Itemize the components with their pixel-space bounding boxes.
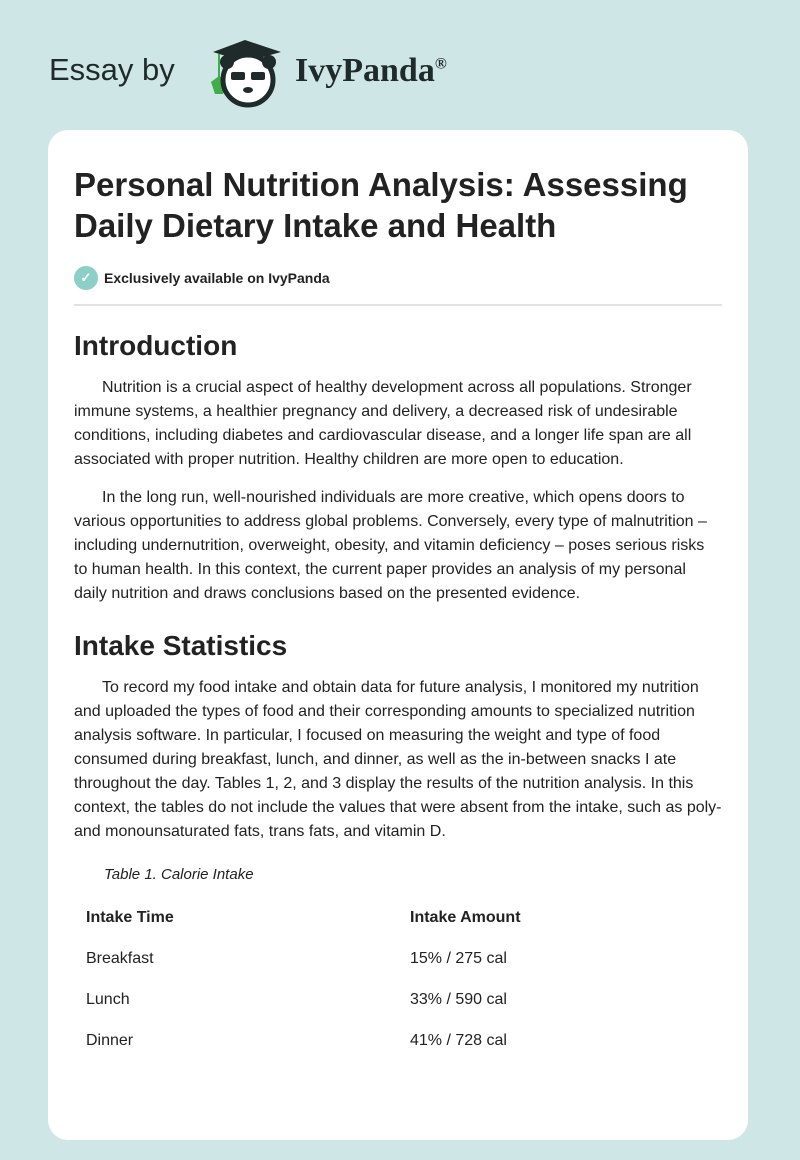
table-cell: Dinner (86, 1031, 134, 1049)
essay-by-label: Essay by (49, 52, 175, 87)
table-caption: Table 1. Calorie Intake (104, 866, 254, 883)
check-icon: ✓ (74, 266, 98, 290)
section-heading: Intake Statistics (74, 630, 288, 661)
table-header-row (86, 897, 521, 938)
column-header: Intake Amount (410, 908, 521, 926)
column-header: Intake Time (86, 908, 174, 926)
paragraph: Nutrition is a crucial aspect of healthy development across all populations. Stronger immune systems, a healthier pregnancy and delivery, a decreased risk of undesirable conditions, including diabetes and cardiovascular disease, and a longer life span are all associated with proper nutrition. Healthy children are more open to education. (74, 379, 692, 468)
table-cell: 41% / 728 cal (410, 1031, 507, 1049)
table-row (86, 1020, 521, 1061)
site-header (0, 0, 800, 130)
panda-logo-icon[interactable] (203, 36, 285, 108)
paragraph: To record my food intake and obtain data for future analysis, I monitored my nutrition and uploaded the types of food and their corresponding amounts to specialized nutrition analysis software. In particular, I focused on measuring the weight and type of food consumed during breakfast, lunch, and dinner, as well as the in-between snacks I ate throughout the day. Tables 1, 2, and 3 display the results of the nutrition analysis. In this context, the tables do not include the values that were absent from the intake, such as poly- and monounsaturated fats, trans fats, and vitamin D. (74, 679, 722, 840)
table-row (86, 938, 521, 979)
table-cell: 15% / 275 cal (410, 949, 507, 967)
calorie-table (86, 897, 521, 1061)
exclusive-badge (74, 266, 722, 290)
section-heading: Introduction (74, 330, 238, 361)
essay-card (48, 130, 748, 1140)
essay-title: Personal Nutrition Analysis: Assessing Daily Dietary Intake and Health (74, 166, 688, 244)
divider (74, 304, 722, 306)
table-cell: Lunch (86, 990, 130, 1008)
badge-label: Exclusively available on IvyPanda (104, 270, 330, 286)
table-cell: Breakfast (86, 949, 154, 967)
brand-name: IvyPanda® (295, 52, 447, 89)
paragraph: In the long run, well-nourished individuals are more creative, which opens doors to various opportunities to address global problems. Conversely, every type of malnutrition – including undernutrition, overweight, obesity, and vitamin deficiency – poses serious risks to human health. In this context, the current paper provides an analysis of my personal daily nutrition and draws conclusions based on the presented evidence. (74, 489, 707, 602)
table-row (86, 979, 521, 1020)
table-cell: 33% / 590 cal (410, 990, 507, 1008)
